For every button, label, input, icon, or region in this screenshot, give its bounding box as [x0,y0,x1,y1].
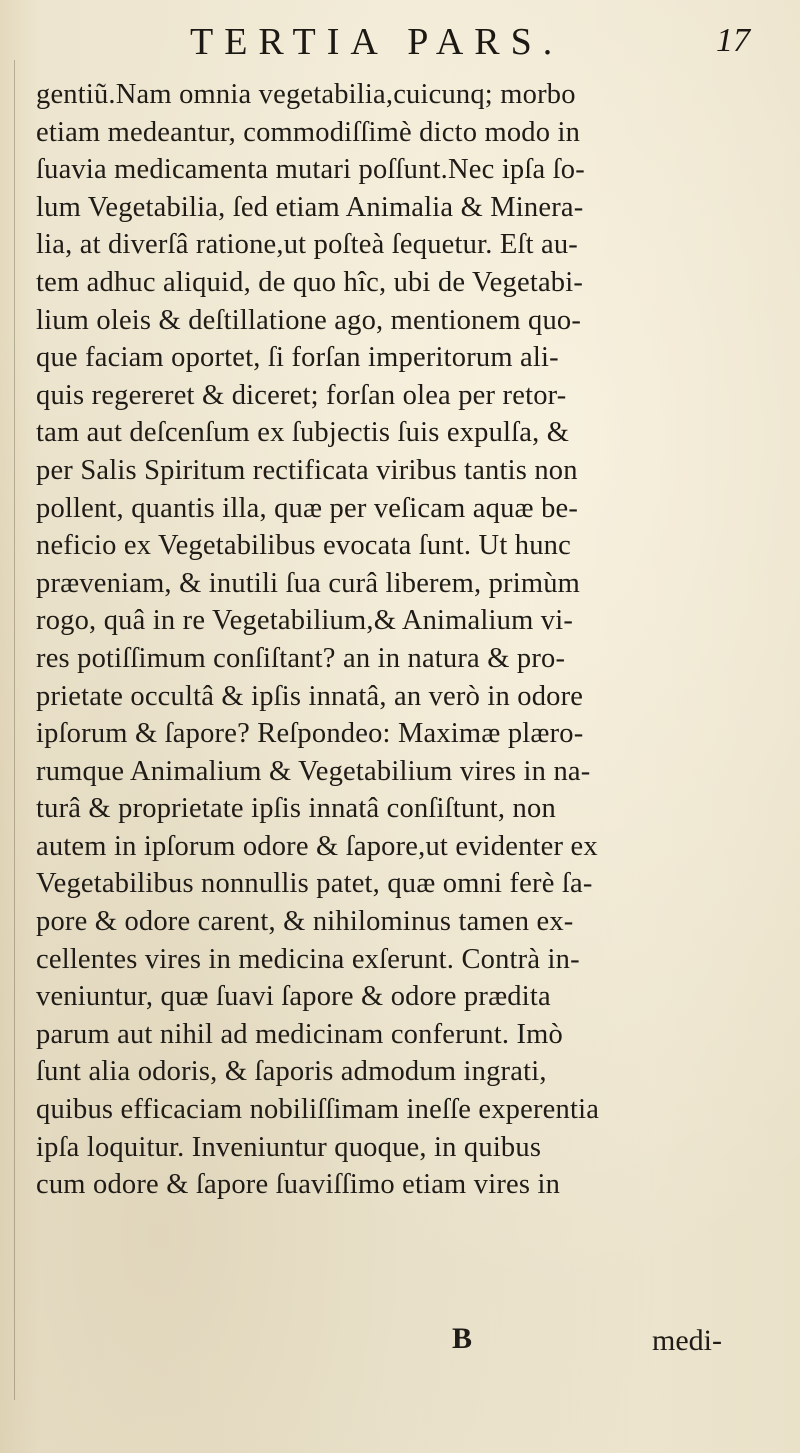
text-line: quis regereret & diceret; forſan olea per retor- [36,379,567,411]
text-line: veniuntur, quæ ſuavi ſapore & odore prædita [36,981,551,1013]
text-line: gentiũ.Nam omnia vegetabilia,cuicunq; morbo [36,79,576,110]
text-line: pollent, quantis illa, quæ per veſicam aquæ be- [36,492,579,524]
running-title: TERTIA PARS. [190,21,564,63]
text-line: quibus efficaciam nobiliſſimam ineſſe experentia [36,1094,600,1126]
text-line: lia, at diverſâ ratione,ut poſteà ſequetur. Eſt au- [36,229,579,261]
text-line: Vegetabilibus nonnullis patet, quæ omni ferè ſa- [36,868,593,900]
gutter-shadow [14,60,15,1400]
page-header [190,20,750,70]
text-line: ipſorum & ſapore? Reſpondeo: Maximæ plæro- [36,718,584,750]
catchword: medi- [652,1324,722,1357]
text-line: que faciam oportet, ſi forſan imperitorum ali- [36,342,559,374]
text-line: tam aut deſcenſum ex ſubjectis ſuis expulſa, & [36,417,570,449]
text-line: cum odore & ſapore ſuaviſſimo etiam vires in [36,1169,561,1201]
body-text [36,76,776,1204]
text-line: rogo, quâ in re Vegetabilium,& Animalium vi- [36,605,574,637]
text-line: per Salis Spiritum rectificata viribus tantis non [36,454,578,486]
text-line: pore & odore carent, & nihilominus tamen ex- [36,906,574,938]
text-line: lum Vegetabilia, ſed etiam Animalia & Minera- [36,191,584,223]
text-line: cellentes vires in medicina exſerunt. Contrà in- [36,943,580,975]
text-line: præveniam, & inutili ſua curâ liberem, primùm [36,567,581,599]
text-line: ipſa loquitur. Inveniuntur quoque, in quibus [36,1131,542,1163]
signature-mark: B [452,1322,473,1355]
text-line: prietate occultâ & ipſis innatâ, an verò in odore [36,680,584,712]
text-line: etiam medeantur, commodiſſimè dicto modo in [36,116,581,148]
page-number: 17 [716,22,750,59]
text-line: autem in ipſorum odore & ſapore,ut evidenter ex [36,830,598,862]
text-line: turâ & proprietate ipſis innatâ conſiſtunt, non [36,793,556,825]
text-line: neficio ex Vegetabilibus evocata ſunt. Ut hunc [36,530,571,562]
text-line: parum aut nihil ad medicinam conferunt. Imò [36,1018,563,1050]
text-line: rumque Animalium & Vegetabilium vires in na- [36,755,591,787]
text-line: res potiſſimum conſiſtant? an in natura & pro- [36,642,566,674]
page-footer [0,1322,800,1362]
text-line: ſunt alia odoris, & ſaporis admodum ingrati, [36,1056,547,1088]
text-line: lium oleis & deſtillatione ago, mentionem quo- [36,304,582,336]
text-line: ſuavia medicamenta mutari poſſunt.Nec ipſa ſo- [36,154,585,186]
text-line: tem adhuc aliquid, de quo hîc, ubi de Vegetabi- [36,266,584,298]
